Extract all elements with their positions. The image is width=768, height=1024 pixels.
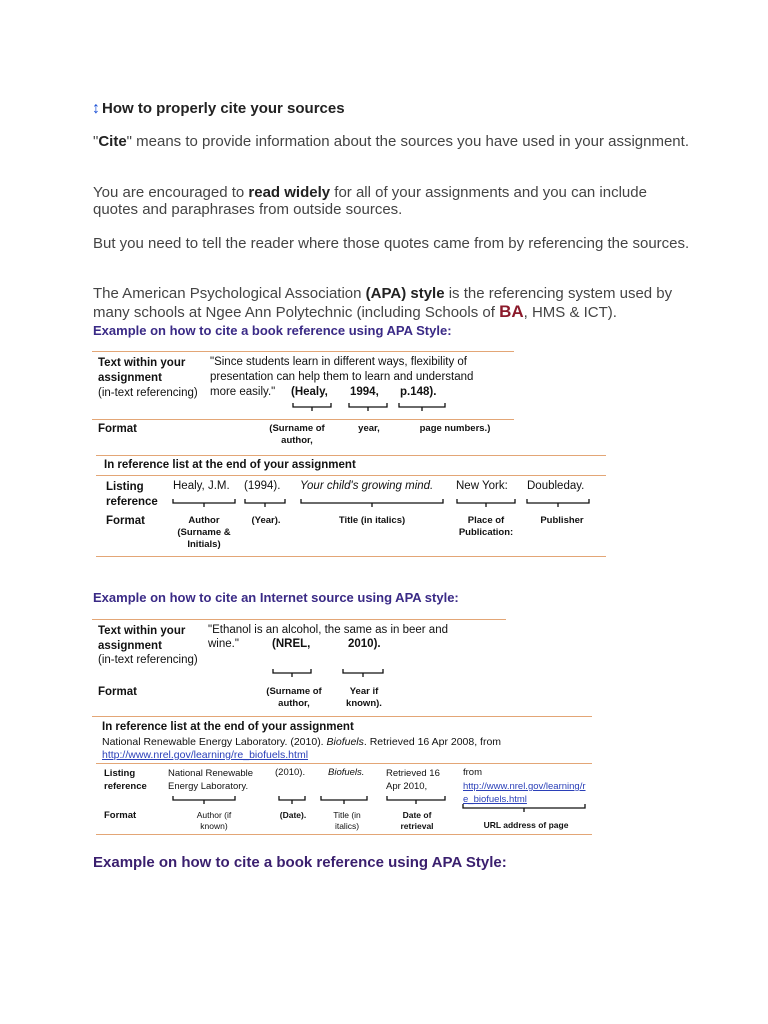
brace [172,796,236,804]
internet-quote-line-1: "Ethanol is an alcohol, the same as in beer and [208,624,448,636]
brace [278,796,306,804]
read-widely-bold: read widely [248,184,331,201]
paragraph-apa [93,285,693,322]
ref-author: Healy, J.M. [173,480,230,492]
format-label-2: Format [104,810,137,821]
p4-mid: is the referencing system used by many schools at Ngee Ann Polytechnic (including Schools of [93,285,673,321]
rule [92,419,514,420]
listing-reference-label: Listing reference [106,481,158,508]
fmt-year: Year if known). [346,686,382,709]
brace [172,499,236,507]
cite-rest: " means to provide information about the sources you have used in your assignment. [126,133,689,150]
book-example-title: Example on how to cite a book reference using APA Style: [93,323,452,338]
l-retrieved: Retrieved 16 Apr 2010, [386,768,440,792]
brace [272,669,312,677]
f-publisher: Publisher [540,515,584,526]
brace [456,499,516,507]
section-heading [92,100,345,117]
brace [386,796,446,804]
cite-bold: Cite [98,133,127,150]
cite-author: (Healy, [291,386,328,398]
paragraph-cite [93,133,693,150]
f-author: Author (if known) [196,810,232,831]
format-label: Format [98,423,137,435]
rule [96,455,606,456]
format-label: Format [98,686,137,698]
p2-start: You are encouraged to [93,184,249,201]
ref-publisher: Doubleday. [527,480,585,492]
l-url-link[interactable]: http://www.nrel.gov/learning/re_biofuels.html [463,781,586,805]
ref-line-title: Biofuels [326,736,364,748]
brace [244,499,286,507]
brace [292,403,332,411]
up-down-arrow-icon: ↕ [92,99,100,117]
l-from: from [463,767,482,778]
ref-list-heading: In reference list at the end of your assignment [104,459,356,471]
f-retrieval: Date of retrieval [400,810,434,831]
book-example-title-2: Example on how to cite a book reference using APA Style: [93,854,507,871]
ref-url-link[interactable]: http://www.nrel.gov/learning/re_biofuels.html [102,749,309,761]
brace [342,669,384,677]
brace [526,499,590,507]
rule [92,716,592,717]
l-title: Biofuels. [328,767,365,778]
cite-year: 1994, [350,386,379,398]
rule [96,834,592,835]
book-quote-line-2: presentation can help them to learn and understand [210,371,474,383]
rule [96,763,592,764]
text-within-label: Text within your assignment [98,357,186,384]
f-place: Place of Publication: [458,515,514,538]
brace [398,403,446,411]
ref-line-b: . Retrieved 16 Apr 2008, from [363,736,502,748]
ref-line-a: National Renewable Energy Laboratory. (2010). [102,736,327,748]
f-year: (Year). [251,515,281,526]
ref-year: (1994). [244,480,281,492]
ref-full-line [102,736,501,748]
brace [320,796,368,804]
text-within-label: Text within your assignment [98,625,186,652]
in-text-label: (in-text referencing) [98,654,198,666]
rule [92,619,506,620]
apa-bold: (APA) style [365,285,445,302]
rule [96,556,606,557]
f-date: (Date). [279,810,307,820]
heading-text: How to properly cite your sources [102,100,345,117]
cite-year: 2010). [348,638,381,650]
f-author: Author (Surname & Initials) [177,515,231,550]
quote-mark: " [93,133,99,150]
listing-reference-label: Listing reference [104,768,147,792]
brace [300,499,444,507]
f-title: Title (in italics) [338,515,406,526]
ref-title: Your child's growing mind. [300,480,434,492]
l-author: National Renewable Energy Laboratory. [168,768,254,792]
paragraph-tell-reader [93,235,693,252]
cite-page: p.148). [400,386,437,398]
cite-author: (NREL, [272,638,311,650]
fmt-author: (Surname of author, [269,423,325,446]
f-url: URL address of page [483,820,569,830]
p4-start: The American Psychological Association [93,285,366,302]
internet-example-title: Example on how to cite an Internet source using APA style: [93,590,459,605]
p4-end: , HMS & ICT). [523,304,617,321]
rule [96,475,606,476]
in-text-label: (in-text referencing) [98,387,198,399]
p3-text: But you need to tell the reader where those quotes came from by referencing the sources. [93,235,690,252]
brace [348,403,388,411]
ref-place: New York: [456,480,508,492]
f-title: Title (in italics) [333,810,361,831]
book-quote-line-1: "Since students learn in different ways, flexibility of [210,356,467,368]
fmt-author: (Surname of author, [266,686,322,709]
fmt-year: year, [358,423,380,434]
ba-highlight: BA [499,302,524,321]
paragraph-read-widely [93,184,693,218]
l-date: (2010). [275,767,306,778]
ref-list-heading: In reference list at the end of your assignment [102,721,354,733]
book-quote-line-3: more easily." [210,386,276,398]
internet-quote-line-2: wine." [208,638,239,650]
format-label-2: Format [106,515,145,527]
p2-end: for all of your assignments and you can include quotes and paraphrases from outside sources. [93,184,647,218]
rule [92,351,514,352]
fmt-page: page numbers.) [419,423,491,434]
